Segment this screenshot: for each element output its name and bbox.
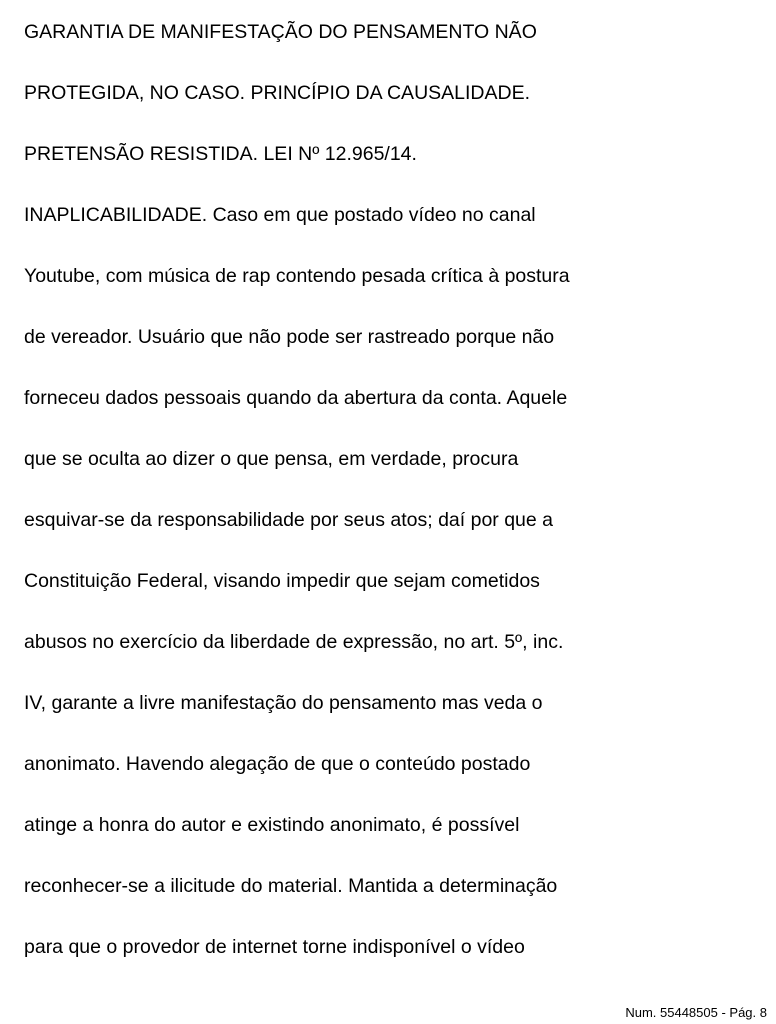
text-line: que se oculta ao dizer o que pensa, em verdade, procura <box>24 448 519 470</box>
text-line: para que o provedor de internet torne indisponível o vídeo <box>24 936 525 958</box>
text-line: INAPLICABILIDADE. Caso em que postado vídeo no canal <box>24 204 536 226</box>
text-line: abusos no exercício da liberdade de expressão, no art. 5º, inc. <box>24 631 564 653</box>
text-line: reconhecer-se a ilicitude do material. Mantida a determinação <box>24 875 558 897</box>
text-line: Youtube, com música de rap contendo pesada crítica à postura <box>24 265 570 287</box>
text-line: anonimato. Havendo alegação de que o conteúdo postado <box>24 753 531 775</box>
page-footer-number: Num. 55448505 - Pág. 8 <box>625 1005 767 1020</box>
text-line: de vereador. Usuário que não pode ser rastreado porque não <box>24 326 555 348</box>
text-line: forneceu dados pessoais quando da abertura da conta. Aquele <box>24 387 568 409</box>
text-line: atinge a honra do autor e existindo anonimato, é possível <box>24 814 520 836</box>
text-line: PROTEGIDA, NO CASO. PRINCÍPIO DA CAUSALIDADE. <box>24 82 531 104</box>
text-line: GARANTIA DE MANIFESTAÇÃO DO PENSAMENTO NÃO <box>24 21 537 43</box>
text-line: Constituição Federal, visando impedir que sejam cometidos <box>24 570 540 592</box>
text-line: esquivar-se da responsabilidade por seus atos; daí por que a <box>24 509 554 531</box>
text-line: IV, garante a livre manifestação do pensamento mas veda o <box>24 692 543 714</box>
text-line: PRETENSÃO RESISTIDA. LEI Nº 12.965/14. <box>24 143 417 165</box>
document-body <box>24 2 570 978</box>
